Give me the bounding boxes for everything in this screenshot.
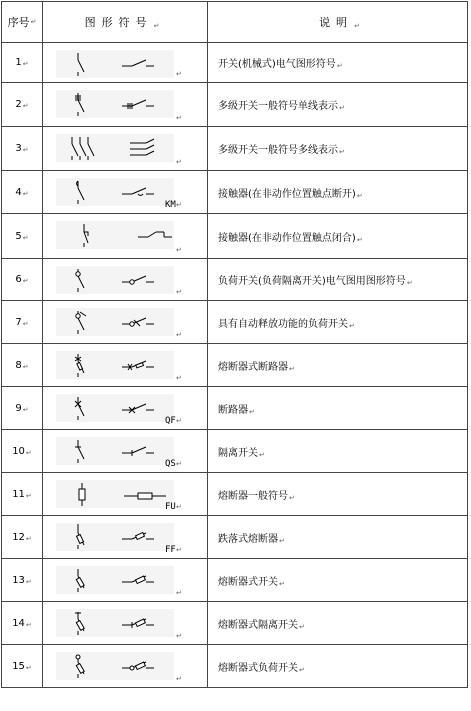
row-symbol-cell (43, 559, 208, 602)
contactor-closed-icon (56, 221, 174, 249)
fuse-circuit-breaker-icon (56, 351, 174, 379)
row-description-label: 熔断器一般符号 (218, 490, 288, 502)
return-mark: ↵ (176, 632, 182, 640)
row-description (208, 559, 468, 602)
table-row (2, 127, 468, 171)
row-description-label: 负荷开关(负荷隔离开关)电气图用图形符号 (218, 276, 406, 287)
return-mark: ↵ (176, 201, 182, 209)
table-row (2, 171, 468, 214)
row-description-label: 熔断器式断路器 (218, 361, 288, 373)
return-mark: ↵ (339, 148, 345, 156)
return-mark: ↵ (176, 675, 182, 683)
return-mark: ↵ (356, 191, 363, 200)
return-mark: ↵ (22, 60, 29, 68)
row-symbol-cell (43, 387, 208, 430)
return-mark: ↵ (176, 417, 182, 425)
row-description (208, 83, 468, 127)
return-mark: ↵ (279, 536, 285, 545)
row-description-label: 熔断器式负荷开关 (218, 662, 298, 674)
row-description-label: 熔断器式隔离开关 (218, 619, 298, 631)
return-mark: ↵ (176, 589, 182, 597)
row-number-label: 7 (15, 316, 22, 328)
return-mark: ↵ (299, 665, 305, 674)
return-mark: ↵ (25, 620, 32, 629)
row-description (208, 516, 468, 559)
row-symbol-cell (43, 473, 208, 516)
device-code-label: QS (165, 459, 176, 469)
return-mark: ↵ (22, 189, 29, 198)
row-number (2, 344, 43, 387)
header-symbol-label: 图形符号 (84, 16, 153, 29)
return-mark: ↵ (176, 331, 182, 339)
return-mark: ↵ (406, 279, 413, 287)
row-description (208, 344, 468, 387)
return-mark: ↵ (356, 235, 363, 244)
fuse-disconnector-icon (56, 609, 174, 637)
row-number (2, 171, 43, 214)
circuit-breaker-icon (56, 394, 174, 422)
return-mark: ↵ (354, 22, 366, 30)
row-number-label: 15 (12, 660, 25, 672)
row-symbol-cell (43, 344, 208, 387)
row-number-label: 10 (12, 445, 25, 457)
row-number (2, 645, 43, 688)
return-mark: ↵ (22, 233, 29, 242)
table-row (2, 602, 468, 645)
row-number-label: 8 (15, 359, 22, 371)
load-switch-icon (56, 266, 174, 294)
return-mark: ↵ (176, 460, 182, 468)
row-description-label: 开关(机械式)电气图形符号 (218, 59, 336, 70)
row-symbol-cell (43, 645, 208, 688)
fuse-load-switch-icon (56, 652, 174, 680)
row-number (2, 559, 43, 602)
fuse-icon (56, 480, 174, 508)
table-row (2, 43, 468, 83)
return-mark: ↵ (176, 503, 182, 511)
return-mark: ↵ (22, 102, 29, 110)
table-row (2, 83, 468, 127)
row-symbol-cell (43, 171, 208, 214)
return-mark: ↵ (176, 158, 182, 166)
table-row (2, 645, 468, 688)
row-number-label: 12 (12, 531, 25, 543)
row-symbol-cell (43, 83, 208, 127)
return-mark: ↵ (289, 364, 295, 373)
return-mark: ↵ (289, 493, 295, 502)
device-code-label: FU (165, 502, 176, 512)
row-symbol-cell (43, 259, 208, 301)
header-description-label: 说明 (319, 16, 354, 29)
return-mark: ↵ (349, 321, 355, 330)
return-mark: ↵ (336, 62, 343, 70)
row-symbol-cell (43, 301, 208, 344)
return-mark: ↵ (30, 17, 37, 26)
row-number (2, 430, 43, 473)
header-number-label: 序号 (7, 15, 30, 29)
row-number-label: 2 (15, 99, 22, 110)
row-description-label: 多级开关一般符号多线表示 (218, 145, 338, 156)
return-mark: ↵ (22, 362, 29, 371)
row-description (208, 259, 468, 301)
return-mark: ↵ (176, 70, 182, 78)
table-row (2, 301, 468, 344)
row-description (208, 171, 468, 214)
device-code-label: KM (165, 200, 176, 210)
row-description (208, 645, 468, 688)
table-row (2, 259, 468, 301)
table-row (2, 516, 468, 559)
return-mark: ↵ (25, 534, 32, 543)
row-symbol-cell (43, 516, 208, 559)
row-description (208, 301, 468, 344)
row-number-label: 9 (15, 402, 22, 414)
table-row (2, 387, 468, 430)
row-description (208, 473, 468, 516)
row-number (2, 43, 43, 83)
return-mark: ↵ (176, 114, 182, 122)
return-mark: ↵ (299, 622, 305, 631)
row-description-label: 熔断器式开关 (218, 576, 278, 588)
device-code-label: QF (165, 416, 176, 426)
row-number-label: 3 (15, 143, 22, 154)
row-description-label: 接触器(在非动作位置触点闭合) (218, 232, 356, 244)
return-mark: ↵ (176, 546, 182, 554)
row-description-label: 接触器(在非动作位置触点断开) (218, 188, 356, 200)
return-mark: ↵ (25, 663, 32, 672)
row-symbol-cell (43, 214, 208, 259)
row-number (2, 516, 43, 559)
return-mark: ↵ (25, 491, 32, 500)
symbol-table (1, 1, 468, 688)
row-number (2, 83, 43, 127)
row-description-label: 多级开关一般符号单线表示 (218, 101, 338, 112)
return-mark: ↵ (153, 22, 166, 30)
row-description-label: 隔离开关 (218, 447, 258, 459)
row-description (208, 430, 468, 473)
row-description (208, 127, 468, 171)
device-code-label: FF (165, 545, 176, 555)
return-mark: ↵ (25, 448, 32, 457)
return-mark: ↵ (176, 374, 182, 382)
drop-out-fuse-icon (56, 523, 174, 551)
row-description (208, 602, 468, 645)
auto-release-load-switch-icon (56, 308, 174, 336)
row-symbol-cell (43, 430, 208, 473)
fuse-switch-icon (56, 566, 174, 594)
header-symbol (43, 2, 208, 43)
row-description-label: 具有自动释放功能的负荷开关 (218, 318, 348, 330)
row-description-label: 断路器 (218, 404, 248, 416)
row-number (2, 473, 43, 516)
return-mark: ↵ (339, 104, 345, 112)
row-number-label: 4 (15, 186, 22, 198)
row-number (2, 127, 43, 171)
header-description (208, 2, 468, 43)
header-number (2, 2, 43, 43)
return-mark: ↵ (22, 319, 29, 328)
return-mark: ↵ (25, 577, 32, 586)
table-header-row (2, 2, 468, 43)
row-number-label: 11 (12, 488, 25, 500)
row-symbol-cell (43, 602, 208, 645)
return-mark: ↵ (22, 405, 29, 414)
return-mark: ↵ (279, 579, 285, 588)
row-number (2, 259, 43, 301)
table-row (2, 214, 468, 259)
multipole-switch-multi-line-icon (56, 134, 174, 162)
return-mark: ↵ (249, 407, 255, 416)
row-number (2, 387, 43, 430)
return-mark: ↵ (22, 146, 29, 154)
return-mark: ↵ (22, 277, 29, 285)
table-row (2, 559, 468, 602)
return-mark: ↵ (176, 288, 182, 296)
row-number-label: 5 (15, 230, 22, 242)
row-description-label: 跌落式熔断器 (218, 533, 278, 545)
table-row (2, 430, 468, 473)
table-row (2, 473, 468, 516)
disconnector-icon (56, 437, 174, 465)
row-symbol-cell (43, 43, 208, 83)
multipole-switch-single-line-icon (56, 90, 174, 118)
row-number-label: 14 (12, 617, 25, 629)
row-number (2, 301, 43, 344)
row-symbol-cell (43, 127, 208, 171)
row-description (208, 43, 468, 83)
table-row (2, 344, 468, 387)
row-number-label: 6 (15, 274, 22, 285)
contactor-open-icon (56, 178, 174, 206)
row-description (208, 387, 468, 430)
row-number (2, 602, 43, 645)
return-mark: ↵ (259, 450, 265, 459)
row-number-label: 13 (12, 574, 25, 586)
row-description (208, 214, 468, 259)
row-number (2, 214, 43, 259)
switch-mechanical-icon (56, 50, 174, 78)
return-mark: ↵ (176, 246, 182, 254)
row-number-label: 1 (15, 57, 22, 68)
